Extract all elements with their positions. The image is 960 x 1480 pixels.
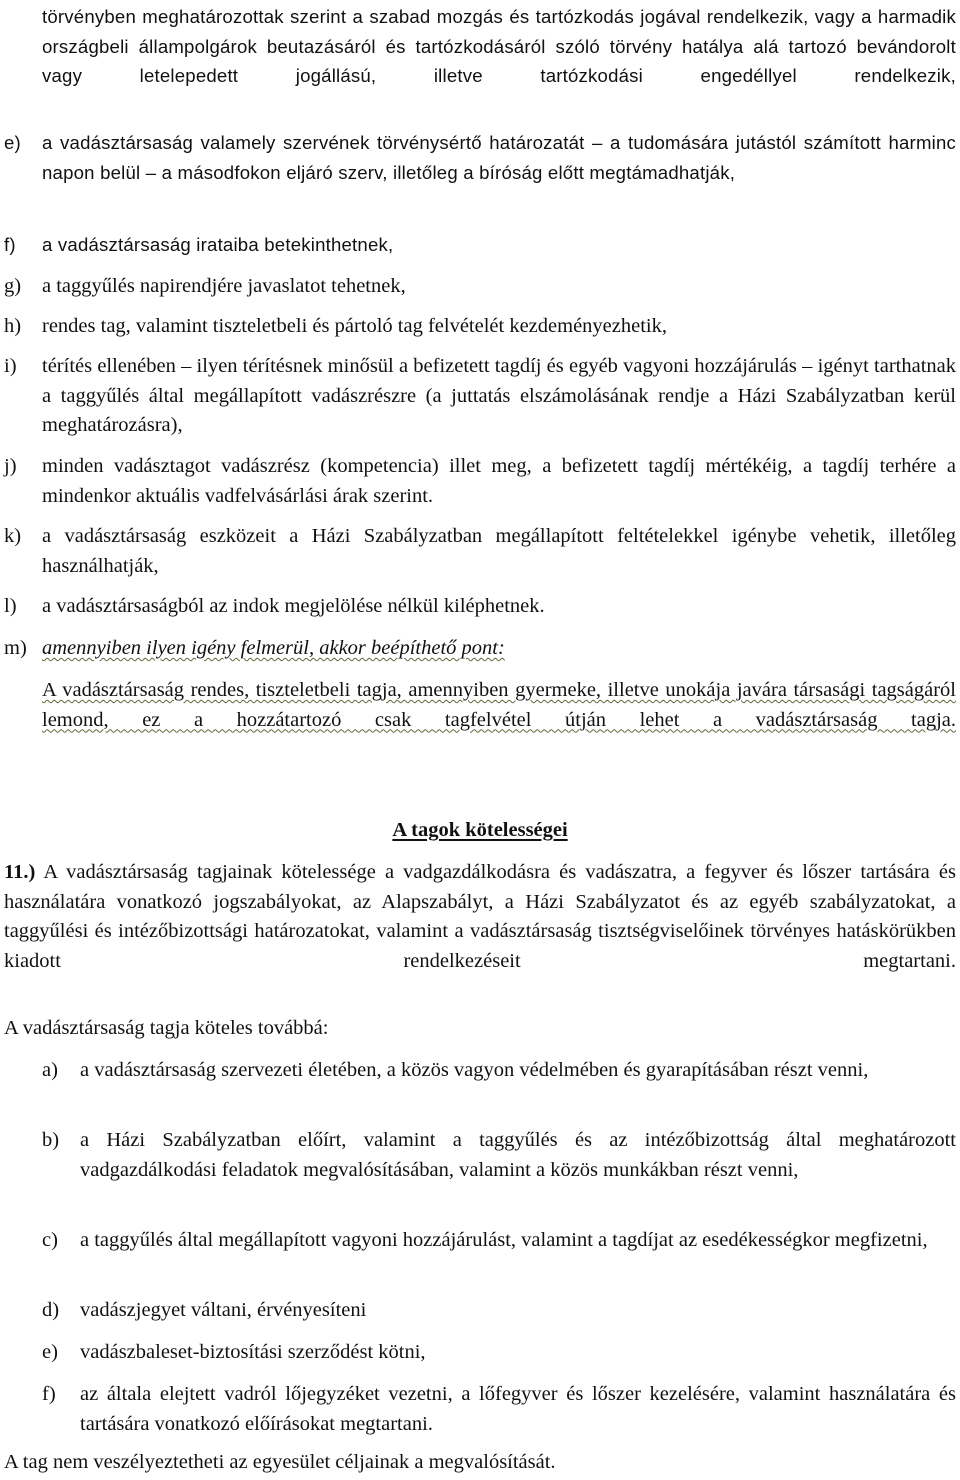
- rights-item-k: [4, 522, 956, 582]
- list-text: a vadásztársaság valamely szervének törvénysértő határozatát – a tudomására jutástól számított harminc napon belül – a másodfokon eljáró szerv, illetőleg a bíróság előtt megtámadhatják,: [42, 132, 956, 183]
- section-number: 11.): [4, 861, 36, 883]
- section-paragraph: [4, 858, 956, 1006]
- list-marker: a): [42, 1059, 58, 1081]
- list-marker: d): [42, 1299, 60, 1321]
- list-text: a taggyűlés napirendjére javaslatot tehetnek,: [42, 275, 406, 297]
- list-text: amennyiben ilyen igény felmerül, akkor beépíthető pont:: [42, 637, 505, 659]
- closing-sentence: A tag nem veszélyeztetheti az egyesület céljainak a megvalósítását.: [4, 1451, 556, 1473]
- list-text: az általa elejtett vadról lőjegyzéket vezetni, a lőfegyver és lőszer kezelésére, valamint használatára és tartására vonatkozó előírásokat megtartani.: [80, 1383, 956, 1435]
- section-title: A tagok kötelességei: [392, 819, 568, 841]
- list-text-wrap: [42, 634, 956, 664]
- m-body-text: A vadásztársaság rendes, tiszteletbeli tagja, amennyiben gyermeke, illetve unokája javára társasági tagságáról lemond, ez a hozzátartozó csak tagfelvétel útján lehet a vadásztársaság tagja.: [42, 679, 956, 731]
- list-marker: f): [42, 1383, 56, 1405]
- list-text: rendes tag, valamint tiszteletbeli és pártoló tag felvételét kezdeményezhetik,: [42, 315, 667, 337]
- duties-item-a: [42, 1056, 956, 1116]
- list-text: a Házi Szabályzatban előírt, valamint a taggyűlés és az intézőbizottság által meghatározott vadgazdálkodási feladatok megvalósításában, valamint a közös munkákban részt venni,: [80, 1129, 956, 1181]
- list-text: a vadásztársaság irataiba betekinthetnek,: [42, 234, 394, 255]
- list-marker: j): [4, 455, 17, 477]
- rights-item-i: [4, 352, 956, 442]
- intro-paragraph: törvényben meghatározottak szerint a szabad mozgás és tartózkodás jogával rendelkezik, vagy a harmadik országbeli állampolgárok beutazásáról és tartózkodásáról szóló törvény hatálya alá tartozó bevándorolt vagy letelepedett jogállású, illetve tartózkodási engedéllyel rendelkezik,: [42, 6, 956, 86]
- list-marker: m): [4, 637, 27, 659]
- duties-item-f: [42, 1380, 956, 1440]
- duties-intro: A vadásztársaság tagja köteles továbbá:: [4, 1017, 329, 1039]
- list-text: vadászbaleset-biztosítási szerződést kötni,: [80, 1341, 426, 1363]
- rights-item-e: [4, 128, 956, 218]
- list-text: minden vadásztagot vadászrész (kompetencia) illet meg, a befizetett tagdíj mértékéig, a tagdíj terhére a mindenkor aktuális vadfelvásárlási árak szerint.: [42, 455, 956, 507]
- list-marker: i): [4, 355, 17, 377]
- list-marker: e): [42, 1341, 58, 1363]
- rights-item-j: [4, 452, 956, 512]
- duties-item-c: [42, 1226, 956, 1286]
- list-text: a vadásztársaság szervezeti életében, a közös vagyon védelmében és gyarapításában részt venni,: [80, 1059, 869, 1081]
- section-heading: [0, 816, 960, 846]
- list-text: térítés ellenében – ilyen térítésnek minősül a befizetett tagdíj és egyéb vagyoni hozzájárulás – igényt tarthatnak a taggyűlés által megállapított vadászrészre (a juttatás elszámolásának rendje a Házi Szabályzatban kerül meghatározásra),: [42, 355, 956, 436]
- list-marker: f): [4, 234, 16, 255]
- list-text: a vadásztársaságból az indok megjelölése nélkül kiléphetnek.: [42, 595, 545, 617]
- list-marker: g): [4, 275, 22, 297]
- list-marker: b): [42, 1129, 60, 1151]
- list-text: a vadásztársaság eszközeit a Házi Szabályzatban megállapított feltételekkel igénybe vehetik, illetőleg használhatják,: [42, 525, 956, 577]
- list-marker: k): [4, 525, 22, 547]
- m-body-paragraph: [42, 676, 956, 765]
- section-text: A vadásztársaság tagjainak kötelessége a vadgazdálkodásra és vadászatra, a fegyver és lőszer tartására és használatára vonatkozó jogszabályokat, az Alapszabályt, a Házi Szabályzatot és az egyéb szabályzatokat, a taggyűlési és intézőbizottsági határozatokat, valamint a vadásztársaság tisztségviselőinek törvényes hatáskörükben kiadott rendelkezéseit megtartani.: [4, 861, 956, 972]
- list-marker: e): [4, 132, 21, 153]
- list-text: a taggyűlés által megállapított vagyoni hozzájárulást, valamint a tagdíjat az esedékességkor megfizetni,: [80, 1229, 928, 1251]
- list-text: vadászjegyet váltani, érvényesíteni: [80, 1299, 367, 1321]
- duties-item-b: [42, 1126, 956, 1216]
- list-marker: l): [4, 595, 17, 617]
- list-marker: h): [4, 315, 22, 337]
- list-marker: c): [42, 1229, 58, 1251]
